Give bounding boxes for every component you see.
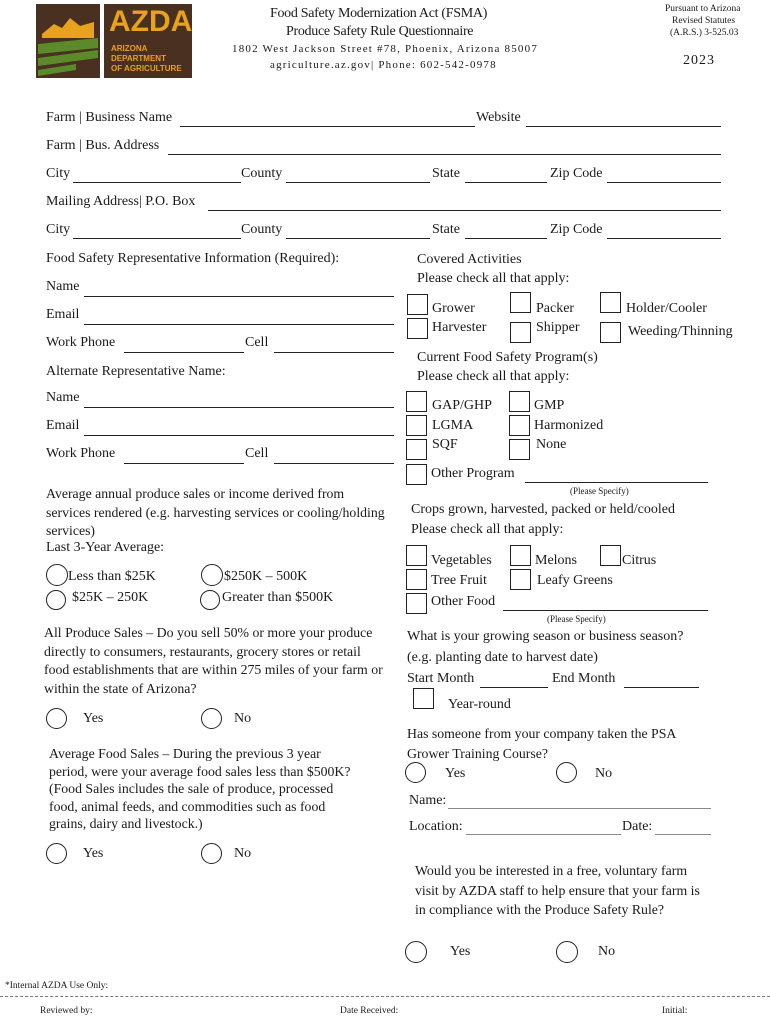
none-label: None (536, 437, 567, 452)
end-month-field[interactable] (624, 687, 699, 688)
start-month-label: Start Month (407, 671, 475, 686)
melons-checkbox[interactable] (510, 545, 531, 566)
packer-label: Packer (536, 301, 575, 316)
weeding-thinning-label: Weeding/Thinning (628, 324, 733, 339)
food-sales-yes-label: Yes (83, 846, 104, 861)
vegetables-label: Vegetables (431, 553, 492, 568)
sqf-label: SQF (432, 437, 458, 452)
psa-yes-label: Yes (445, 766, 466, 781)
visit-yes-radio[interactable] (405, 941, 427, 963)
visit-yes-label: Yes (450, 944, 471, 959)
farm-address-field[interactable] (168, 154, 721, 155)
initial-label: Initial: (662, 1006, 688, 1016)
alt-cell-label: Cell (245, 446, 269, 461)
alt-email-label: Email (46, 418, 80, 433)
rep-cell-label: Cell (245, 335, 269, 350)
vegetables-checkbox[interactable] (406, 545, 427, 566)
gap-ghp-label: GAP/GHP (432, 398, 492, 413)
zip-label: Zip Code (550, 166, 603, 181)
agency-contact: agriculture.az.gov| Phone: 602-542-0978 (270, 59, 497, 71)
food-sales-question: Average Food Sales – During the previous 3 year period, were your average food sales less than $500K? (Food Sales includes the sale of produce, processed food, animal feeds, and commodities such as food grains, dairy and livestock.) (49, 746, 351, 832)
alt-cell-field[interactable] (274, 463, 394, 464)
season-example: (e.g. planting date to harvest date) (407, 650, 598, 665)
gap-ghp-checkbox[interactable] (406, 391, 427, 412)
holder-cooler-label: Holder/Cooler (626, 301, 707, 316)
logo-line1: ARIZONA (111, 44, 148, 53)
harvester-checkbox[interactable] (407, 318, 428, 339)
psa-name-field[interactable] (448, 808, 711, 809)
alt-phone-label: Work Phone (46, 446, 116, 461)
gmp-checkbox[interactable] (509, 391, 530, 412)
psa-question: Has someone from your company taken the PSA Grower Training Course? (407, 726, 676, 761)
city-label: City (46, 166, 71, 181)
sales-question: Average annual produce sales or income derived from services rendered (e.g. harvesting services or cooling/holding services) (46, 486, 385, 538)
mail-zip-label: Zip Code (550, 222, 603, 237)
sqf-checkbox[interactable] (406, 439, 427, 460)
rep-heading: Food Safety Representative Information (Required): (46, 251, 340, 266)
date-received-label: Date Received: (340, 1006, 399, 1016)
other-program-field[interactable] (525, 482, 708, 483)
mail-state-field[interactable] (465, 238, 547, 239)
mail-state-label: State (432, 222, 460, 237)
leafy-greens-label: Leafy Greens (537, 573, 613, 588)
year-round-checkbox[interactable] (413, 688, 434, 709)
visit-question: Would you be interested in a free, voluntary farm visit by AZDA staff to help ensure that your farm is in compliance with the Produce Safety Rule? (415, 863, 700, 917)
all-produce-no-radio[interactable] (201, 708, 222, 729)
harmonized-label: Harmonized (534, 418, 604, 433)
program-instruction: Please check all that apply: (417, 369, 570, 384)
program-heading: Current Food Safety Program(s) (417, 350, 598, 365)
lgma-checkbox[interactable] (406, 415, 427, 436)
sales-25k-250k-label: $25K – 250K (72, 590, 149, 605)
mail-city-label: City (46, 222, 71, 237)
farmland-sun-icon (36, 4, 100, 78)
citrus-checkbox[interactable] (600, 545, 621, 566)
logo-line3: OF AGRICULTURE (111, 64, 182, 73)
form-title: Food Safety Modernization Act (FSMA) (270, 6, 488, 21)
holder-cooler-checkbox[interactable] (600, 292, 621, 313)
end-month-label: End Month (552, 671, 616, 686)
start-month-field[interactable] (480, 687, 548, 688)
reviewed-by-label: Reviewed by: (40, 1006, 93, 1016)
other-program-label: Other Program (431, 466, 515, 481)
form-year: 2023 (683, 53, 715, 68)
mail-zip-field[interactable] (607, 238, 721, 239)
melons-label: Melons (535, 553, 577, 568)
rep-email-field[interactable] (84, 324, 394, 325)
sales-250k-500k-label: $250K – 500K (224, 569, 308, 584)
alt-name-field[interactable] (84, 407, 394, 408)
grower-label: Grower (432, 301, 475, 316)
county-label: County (241, 166, 283, 181)
zip-field[interactable] (607, 182, 721, 183)
all-produce-no-label: No (234, 711, 252, 726)
statute-line3: (A.R.S.) 3-525.03 (670, 28, 739, 38)
mailing-label: Mailing Address| P.O. Box (46, 194, 196, 209)
other-food-checkbox[interactable] (406, 593, 427, 614)
tree-fruit-label: Tree Fruit (431, 573, 487, 588)
psa-name-label: Name: (409, 793, 447, 808)
food-sales-no-label: No (234, 846, 252, 861)
website-field[interactable] (526, 126, 721, 127)
farm-name-field[interactable] (180, 126, 475, 127)
alt-email-field[interactable] (84, 435, 394, 436)
mail-county-label: County (241, 222, 283, 237)
all-produce-yes-label: Yes (83, 711, 104, 726)
psa-date-field[interactable] (655, 834, 711, 835)
season-question: What is your growing season or business season? (407, 629, 684, 644)
alt-name-label: Name (46, 390, 80, 405)
other-program-specify: (Please Specify) (570, 486, 629, 496)
form-subtitle: Produce Safety Rule Questionnaire (286, 24, 474, 39)
farm-name-label: Farm | Business Name (46, 110, 173, 125)
agency-address: 1802 West Jackson Street #78, Phoenix, Arizona 85007 (232, 43, 539, 55)
other-food-field[interactable] (503, 610, 708, 611)
crops-instruction: Please check all that apply: (411, 522, 564, 537)
all-produce-question: All Produce Sales – Do you sell 50% or more your produce directly to consumers, restaurants, grocery stores or retail food establishments that are within 275 miles of your farm or within the state of Arizona? (44, 625, 383, 696)
psa-location-field[interactable] (466, 834, 621, 835)
psa-location-label: Location: (409, 819, 463, 834)
azda-logo (36, 4, 192, 78)
psa-no-label: No (595, 766, 613, 781)
logo-line2: DEPARTMENT (111, 54, 166, 63)
sales-gt500k-radio[interactable] (200, 590, 220, 610)
weeding-thinning-checkbox[interactable] (600, 322, 621, 343)
visit-no-radio[interactable] (556, 941, 578, 963)
grower-checkbox[interactable] (407, 294, 428, 315)
sales-250k-500k-radio[interactable] (201, 564, 223, 586)
sales-lt25k-label: Less than $25K (68, 569, 156, 584)
covered-heading: Covered Activities (417, 252, 522, 267)
sales-lt25k-radio[interactable] (46, 564, 68, 586)
other-program-checkbox[interactable] (406, 464, 427, 485)
year-round-label: Year-round (448, 697, 511, 712)
visit-no-label: No (598, 944, 616, 959)
lgma-label: LGMA (432, 418, 474, 433)
psa-yes-radio[interactable] (405, 762, 426, 783)
internal-divider (0, 996, 770, 997)
mail-county-field[interactable] (286, 238, 430, 239)
sales-25k-250k-radio[interactable] (46, 590, 66, 610)
sales-average-label: Last 3-Year Average: (46, 540, 165, 555)
rep-email-label: Email (46, 307, 80, 322)
crops-heading: Crops grown, harvested, packed or held/cooled (411, 502, 675, 517)
psa-date-label: Date: (622, 819, 653, 834)
county-field[interactable] (286, 182, 430, 183)
logo-wordmark: AZDA (109, 5, 193, 38)
mailing-field[interactable] (208, 210, 721, 211)
mail-city-field[interactable] (73, 238, 241, 239)
shipper-checkbox[interactable] (510, 322, 531, 343)
leafy-greens-checkbox[interactable] (510, 569, 531, 590)
packer-checkbox[interactable] (510, 292, 531, 313)
rep-phone-label: Work Phone (46, 335, 116, 350)
psa-no-radio[interactable] (556, 762, 577, 783)
harmonized-checkbox[interactable] (509, 415, 530, 436)
state-label: State (432, 166, 460, 181)
other-food-specify: (Please Specify) (547, 614, 606, 624)
city-field[interactable] (73, 182, 241, 183)
food-sales-yes-radio[interactable] (46, 843, 67, 864)
all-produce-yes-radio[interactable] (46, 708, 67, 729)
rep-name-field[interactable] (84, 296, 394, 297)
shipper-label: Shipper (536, 320, 580, 335)
gmp-label: GMP (534, 398, 565, 413)
farm-address-label: Farm | Bus. Address (46, 138, 160, 153)
covered-instruction: Please check all that apply: (417, 271, 570, 286)
tree-fruit-checkbox[interactable] (406, 569, 427, 590)
rep-phone-field[interactable] (124, 352, 244, 353)
statute-line2: Revised Statutes (672, 16, 736, 26)
rep-cell-field[interactable] (274, 352, 394, 353)
citrus-label: Citrus (622, 553, 657, 568)
alt-rep-heading: Alternate Representative Name: (46, 364, 226, 379)
statute-line1: Pursuant to Arizona (665, 4, 741, 14)
food-sales-no-radio[interactable] (201, 843, 222, 864)
other-food-label: Other Food (431, 594, 496, 609)
rep-name-label: Name (46, 279, 80, 294)
harvester-label: Harvester (432, 320, 487, 335)
none-checkbox[interactable] (509, 439, 530, 460)
internal-label: *Internal AZDA Use Only: (5, 981, 109, 991)
alt-phone-field[interactable] (124, 463, 244, 464)
sales-gt500k-label: Greater than $500K (222, 590, 334, 605)
website-label: Website (476, 110, 521, 125)
state-field[interactable] (465, 182, 547, 183)
